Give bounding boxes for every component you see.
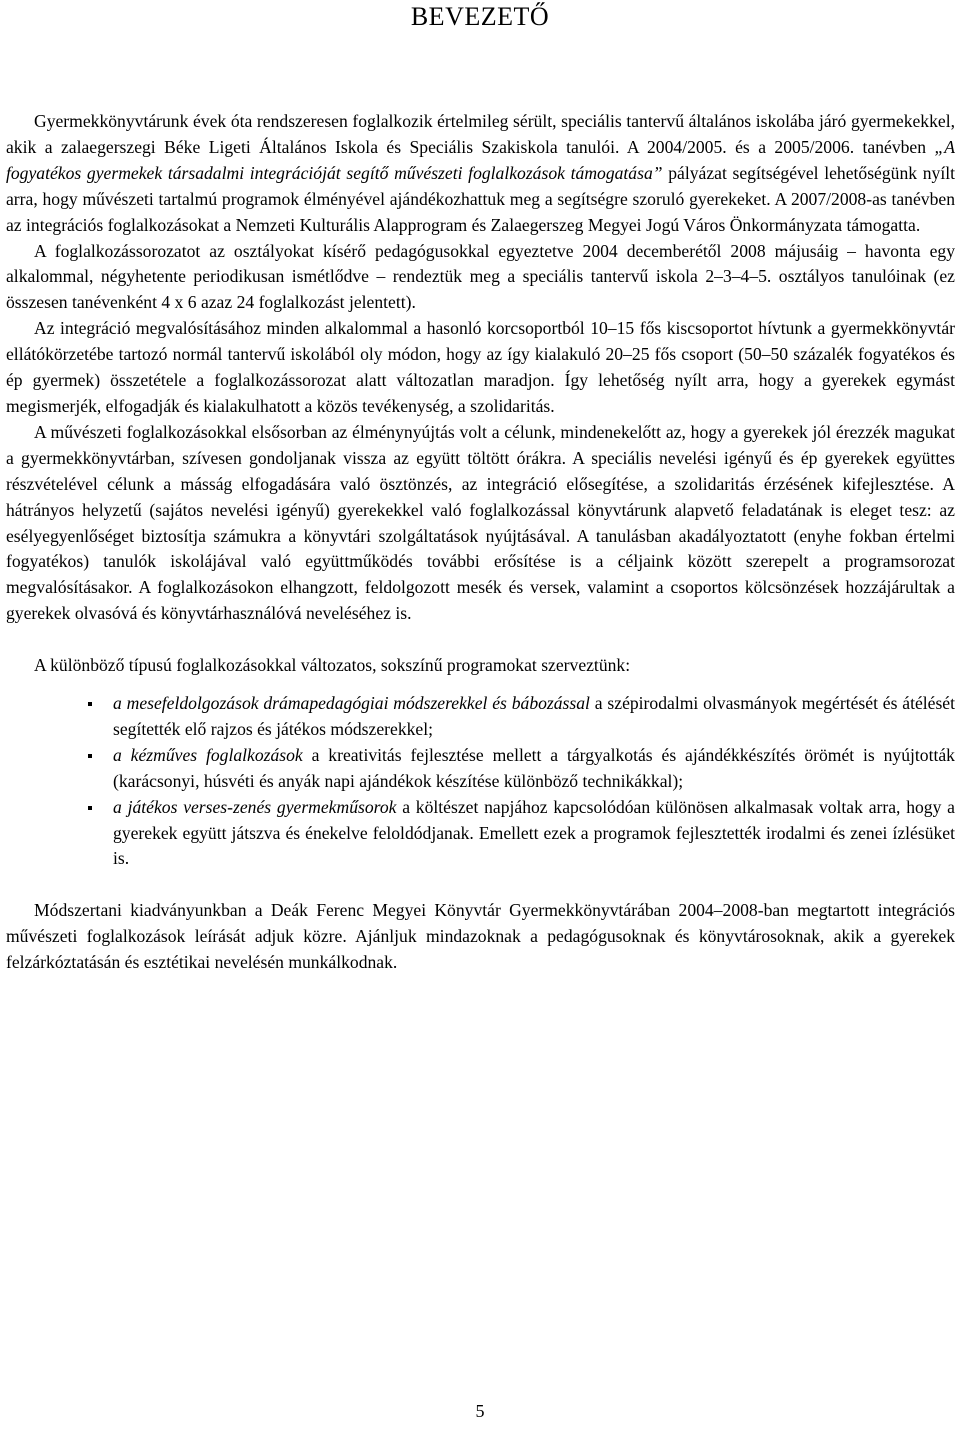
program-types-list <box>6 691 955 872</box>
list-item-title: a játékos verses-zenés gyermekműsorok <box>113 796 397 817</box>
closing-paragraph: Módszertani kiadványunkban a Deák Ferenc Megyei Könyvtár Gyermekkönyvtárában 2004–2008-ban megtartott integrációs művészeti foglalkozások leírását adjuk közre. Ajánljuk mindazoknak a pedagógusoknak és könyvtárosoknak, akik a gyerekek felzárkóztatásán és esztétikai nevelésén munkálkodnak. <box>6 900 955 973</box>
bullet-square-icon <box>88 806 92 810</box>
list-item <box>6 795 955 873</box>
intro-text-start: Gyermekkönyvtárunk évek óta rendszeresen foglalkozik értelmileg sérült, speciális tantervű általános iskolába járó gyermekekkel, akik a zalaegerszegi Béke Ligeti Általános Iskola és Speciális Szakiskola tanulói. A 2004/2005. és a 2005/2006. tanévben <box>6 111 955 157</box>
bullet-square-icon <box>88 754 92 758</box>
page-title: BEVEZETŐ <box>410 2 550 31</box>
schedule-paragraph: A foglalkozássorozatot az osztályokat kísérő pedagógusokkal egyeztetve 2004 decemberétől 2008 májusáig – havonta egy alkalommal, négyhetente periodikusan ismétlődve – rendeztük meg a speciális tantervű iskola 2–3–4–5. osztályos tanulóinak (ez összesen tanévenként 4 x 6 azaz 24 foglalkozást jelentett). <box>6 240 955 313</box>
list-item-text: a kreativitás fejlesztése mellett a tárgyalkotás és ajándékkészítés örömét is nyújtották (karácsonyi, húsvéti és anyák napi ajándékok készítése különböző technikákkal); <box>113 744 955 791</box>
intro-paragraph <box>6 109 955 239</box>
list-item <box>6 691 955 743</box>
project-title: „A fogyatékos gyermekek társadalmi integrációját segítő művészeti foglalkozások támogatása” <box>6 136 955 183</box>
list-item <box>6 743 955 795</box>
bullet-square-icon <box>88 702 92 706</box>
list-item-text: a szépirodalmi olvasmányok megértését és átélését segítették elő rajzos és játékos módszerekkel; <box>113 693 956 739</box>
document-body <box>6 109 955 976</box>
list-item-title: a kézműves foglalkozások <box>113 744 303 765</box>
integration-paragraph: Az integráció megvalósításához minden alkalommal a hasonló korcsoportból 10–15 fős kiscsoportot hívtunk a gyermekkönyvtár ellátókörzetébe tartozó normál tantervű iskolából oly módon, hogy az így kialakuló 20–25 fős csoport (50–50 százalék fogyatékos és ép gyermek) összetétele a foglalkozássorozat alatt változatlan maradjon. Így lehetőség nyílt arra, hogy a gyerekek egymást megismerjék, elfogadják és kialakulhatott a közös tevékenység, a szolidaritás. <box>6 318 955 416</box>
program-types-intro: A különböző típusú foglalkozásokkal változatos, sokszínű programokat szerveztünk: <box>34 655 631 676</box>
list-item-text: a költészet napjához kapcsolódóan különösen alkalmasak voltak arra, hogy a gyerekek együtt játszva és énekelve feloldódjanak. Emellett ezek a programok fejlesztették irodalmi és zenei ízlésüket is. <box>113 796 955 869</box>
page-number: 5 <box>475 1401 485 1421</box>
intro-text-end: pályázat segítségével lehetőségünk nyílt arra, hogy művészeti tartalmú programok élményével ajándékozhattuk meg a segítségre szoruló gyerekeket. A 2007/2008-as tanévben az integrációs foglalkozásokat a Nemzeti Kulturális Alapprogram és Zalaegerszeg Megyei Jogú Város Önkormányzata támogatta. <box>6 162 955 235</box>
goals-paragraph: A művészeti foglalkozásokkal elsősorban az élménynyújtás volt a célunk, mindenekelőtt az, hogy a gyerekek jól érezzék magukat a gyermekkönyvtárban, szívesen gondoljanak vissza az együtt töltött órákra. A speciális nevelési igényű és ép gyerekek együttes részvételével célunk a másság elfogadására való ösztönzés, az integráció elősegítése, a szolidaritás érzésének kifejlesztése. A hátrányos helyzetű (sajátos nevelési igényű) gyerekekkel való foglalkozással könyvtárunk alapvető feladatának is eleget tesz: az esélyegyenlőséget biztosítja számukra a könyvtári szolgáltatások nyújtásával. A tanulásban akadályoztatott (enyhe fokban értelmi fogyatékos) tanulók iskolájával való együttműködés további erősítése is a céljaink között szerepelt a programsorozat megvalósításakor. A foglalkozásokon elhangzott, feldolgozott mesék és versek, valamint a csoportos kölcsönzések hozzájárultak a gyerekek olvasóvá és könyvtárhasználóvá neveléséhez is. <box>6 421 955 624</box>
list-item-title: a mesefeldolgozások drámapedagógiai módszerekkel és bábozással <box>113 693 590 714</box>
